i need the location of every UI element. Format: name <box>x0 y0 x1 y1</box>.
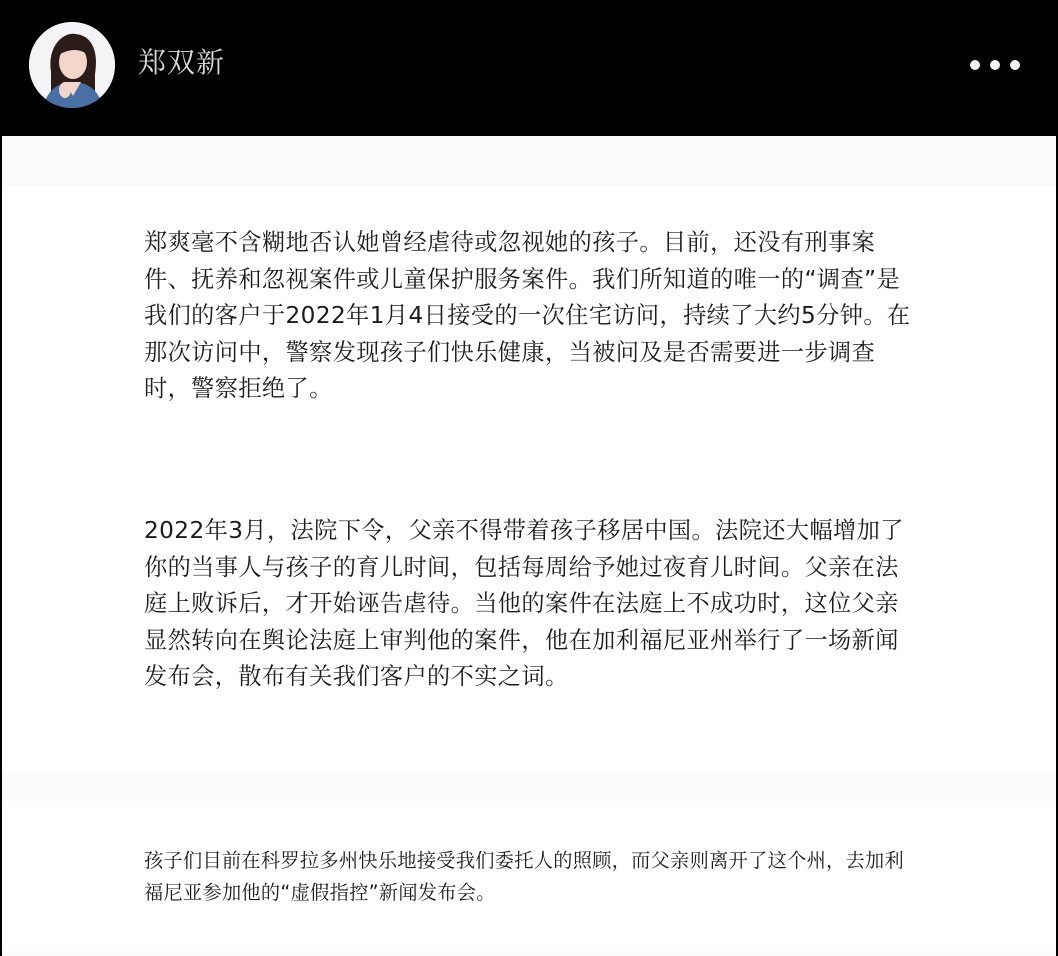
username[interactable]: 郑双新 <box>138 46 226 79</box>
avatar[interactable] <box>29 22 115 108</box>
paragraph-2: 2022年3月，法院下令，父亲不得带着孩子移居中国。法院还大幅增加了你的当事人与孩子的育儿时间，包括每周给予她过夜育儿时间。父亲在法庭上败诉后，才开始诬告虐待。当他的案件在法庭上不成功时，这位父亲显然转向在舆论法庭上审判他的案件，他在加利福尼亚州举行了一场新闻发布会，散布有关我们客户的不实之词。 <box>144 517 904 690</box>
post-header <box>0 0 1058 136</box>
dot <box>990 60 1000 70</box>
paragraph-1: 郑爽毫不含糊地否认她曾经虐待或忽视她的孩子。目前，还没有刑事案件、抚养和忽视案件或儿童保护服务案件。我们所知道的唯一的“调查”是我们的客户于2022年1月4日接受的一次住宅访问，持续了大约5分钟。在那次访问中，警察发现孩子们快乐健康，当被问及是否需要进一步调查时，警察拒绝了。 <box>144 229 911 402</box>
paragraph-3: 孩子们目前在科罗拉多州快乐地接受我们委托人的照顾，而父亲则离开了这个州，去加利福尼亚参加他的“虚假指控”新闻发布会。 <box>144 849 905 904</box>
dot <box>970 60 980 70</box>
more-dots-icon[interactable] <box>966 50 1024 80</box>
dot <box>1010 60 1020 70</box>
avatar-image <box>29 22 115 108</box>
